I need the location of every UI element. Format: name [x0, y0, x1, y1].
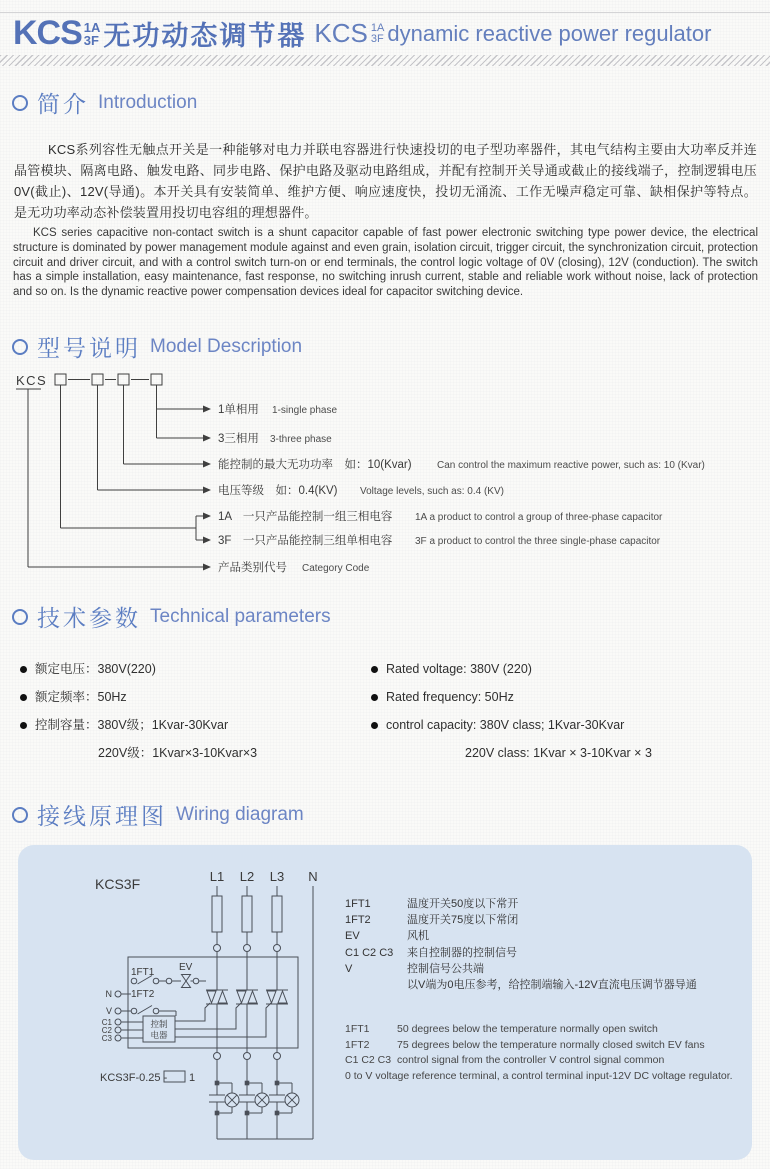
- model-variant-stack: [84, 21, 101, 47]
- terminal-label-n: N: [105, 989, 112, 999]
- section-heading-tech: [12, 600, 331, 633]
- model-code-lines: [16, 374, 203, 567]
- section-title-en: Wiring diagram: [176, 803, 304, 825]
- unit-label: KCS3F: [95, 876, 141, 892]
- section-ring-icon: [12, 95, 28, 111]
- tech-item-text: 控制容量：380V级；1Kvar-30Kvar: [35, 718, 229, 732]
- section-title-zh: 技术参数: [37, 605, 141, 631]
- code-box-4: [151, 374, 162, 385]
- legend-desc: control signal from the controller V control signal common: [397, 1054, 665, 1067]
- branch-label-zh: 电压等级 如：0.4(KV): [218, 485, 338, 497]
- bullet-icon: [371, 666, 378, 673]
- title-zh: 无功动态调节器: [103, 21, 307, 51]
- gate-trigger-lines: [175, 1003, 271, 1037]
- phase-label-l3: L3: [269, 869, 285, 884]
- ev-label: EV: [179, 962, 193, 973]
- footer-code-suffix: 1: [189, 1072, 196, 1084]
- legend-row: [345, 912, 745, 928]
- legend-row: [345, 896, 745, 912]
- code-box-1: [55, 374, 66, 385]
- section-title-zh: 接线原理图: [37, 803, 167, 829]
- legend-term: V: [345, 962, 353, 975]
- legend-term: 1FT2: [345, 1038, 370, 1051]
- section-ring-icon: [12, 339, 28, 355]
- terminal-label-c1: C1: [101, 1018, 112, 1027]
- wiring-panel: [18, 845, 752, 1160]
- code-prefix-label: KCS: [16, 373, 48, 388]
- section-ring-icon: [12, 609, 28, 625]
- section-title-zh: 简介: [37, 91, 89, 117]
- section-title-en: Technical parameters: [150, 605, 331, 627]
- switch-blade: [138, 1006, 153, 1015]
- contact-circle: [166, 978, 172, 984]
- tech-item-text: Rated frequency: 50Hz: [386, 690, 514, 704]
- section-title-en: Introduction: [98, 91, 198, 113]
- bullet-icon: [20, 666, 27, 673]
- ft2-row: [131, 1006, 176, 1017]
- bullet-icon: [371, 722, 378, 729]
- branch-label-en: 1A a product to control a group of three-phase capacitor: [415, 512, 663, 523]
- ft2-label: 1FT2: [131, 989, 155, 1000]
- bullet-icon: [20, 722, 27, 729]
- section-heading-wiring: [12, 798, 304, 831]
- section-heading-model: [12, 330, 302, 363]
- top-rule: [0, 12, 770, 13]
- phase-l2-circuit: [236, 886, 269, 1139]
- branch-label-en: 3-three phase: [270, 434, 332, 445]
- intro-paragraph-zh: KCS系列容性无触点开关是一种能够对电力并联电容器进行快速投切的电子型功率器件，其电气结构主要由大功率反并连晶管模块、隔离电路、触发电路、同步电路、保护电路及驱动电路组成，并配有控制开关导通或截止的接线端子，控制逻辑电压0V(截止)、12V(导通)。本开关具有安装简单、维护方便、响应速度快，投切无涌流、工作无噪声稳定可靠、缺相保护等特点。是无功功率动态补偿装置用投切电容组的理想器件。: [14, 142, 757, 220]
- tech-item-text: 额定电压：380V(220): [35, 662, 156, 676]
- legend-zh: [345, 896, 745, 993]
- terminal-label-v: V: [105, 1006, 112, 1016]
- brand-kcs-en: KCS: [314, 18, 368, 48]
- terminal-circle: [115, 1008, 121, 1014]
- contact-circle: [131, 1008, 137, 1014]
- brand-kcs: KCS: [13, 14, 82, 52]
- phase-label-l1: L1: [209, 869, 225, 884]
- tech-item: [20, 688, 371, 706]
- tech-item: [371, 688, 756, 706]
- phase-l1-circuit: [206, 886, 239, 1139]
- branch-label-en: Category Code: [302, 563, 370, 574]
- bullet-icon: [371, 694, 378, 701]
- branch-label-zh: 3F 一只产品能控制三组单相电容: [218, 535, 393, 547]
- phase-l3-circuit: [266, 886, 299, 1139]
- tech-item: [20, 716, 371, 734]
- legend-desc: 75 degrees below the temperature normally closed switch EV fans: [397, 1038, 705, 1051]
- contact-circle: [193, 978, 199, 984]
- branch-label-zh: 能控制的最大无功功率 如：10(Kvar): [218, 459, 412, 471]
- legend-row: [345, 945, 745, 961]
- legend-row: [345, 928, 745, 944]
- variant-1a-en: 1A: [370, 21, 385, 34]
- wiring-circuit-diagram: [18, 845, 752, 1160]
- terminal-label-c2: C2: [101, 1026, 112, 1035]
- section-heading-introduction: [12, 86, 197, 119]
- legend-row: [345, 1038, 749, 1054]
- hatched-divider: [0, 55, 770, 66]
- tech-item-text: control capacity: 380V class; 1Kvar-30Kvar: [386, 718, 625, 732]
- contact-circle: [131, 978, 137, 984]
- tech-item: [20, 660, 371, 678]
- legend-term: 1FT1: [345, 1023, 370, 1035]
- legend-desc: 温度开关50度以下常开: [407, 898, 519, 910]
- terminal-circle: [115, 1035, 121, 1041]
- legend-row: [345, 1022, 749, 1038]
- intro-paragraph-en: KCS series capacitive non-contact switch is a shunt capacitor capable of fast power electronic switching type power device, the electrical structure is dominated by power management module against and even grain, isolation circuit, trigger circuit, the synchronization circuit, protection circuit and driver circuit, and with a control switch turn-on or end terminals, the control logic voltage of 0V (closing), 12V (conduction). The switch has a simple installation, easy maintenance, fast response, no switching inrush current, stable and reliable work without noise, lack of protection and so on. Is the dynamic reactive power compensation devices ideal for capacitor switching device.: [13, 227, 758, 299]
- contact-circle: [153, 978, 159, 984]
- fan-symbol: [182, 975, 191, 982]
- legend-desc: 控制信号公共端: [407, 962, 484, 975]
- tech-item: [371, 716, 756, 734]
- legend-term: 1FT1: [345, 898, 371, 910]
- control-box-text-1: 控制: [150, 1019, 168, 1029]
- code-box-2: [92, 374, 103, 385]
- branch-label-en: 3F a product to control the three single-phase capacitor: [415, 536, 661, 547]
- branch-label-zh: 1A 一只产品能控制一组三相电容: [218, 511, 393, 523]
- control-box-text-2: 电器: [150, 1030, 168, 1040]
- footer-model-code: KCS3F-0.25 -: [100, 1072, 168, 1084]
- variant-3f-en: 3F: [370, 32, 384, 45]
- tech-parameters: [20, 660, 756, 762]
- model-variant-stack-en: [371, 23, 384, 45]
- legend-desc: 来自控制器的控制信号: [407, 946, 517, 959]
- legend-term: EV: [345, 930, 360, 943]
- legend-desc: 风机: [407, 930, 429, 943]
- legend-row: [345, 1053, 749, 1069]
- legend-row: [345, 961, 745, 977]
- branch-label-zh: 1单相用: [218, 404, 259, 416]
- terminal-circle: [115, 1027, 121, 1033]
- legend-term: C1 C2 C3: [345, 946, 394, 959]
- variant-1a: 1A: [83, 19, 101, 35]
- branch-label-en: 1-single phase: [272, 405, 338, 416]
- legend-note-zh: 以V端为0电压参考，给控制端输入-12V直流电压调节器导通: [407, 979, 697, 992]
- terminal-circle: [115, 991, 121, 997]
- terminal-circle: [115, 1019, 121, 1025]
- tech-item-continued: 220V class: 1Kvar × 3-10Kvar × 3: [465, 746, 652, 760]
- terminal-label-c3: C3: [101, 1034, 112, 1043]
- section-title-zh: 型号说明: [37, 335, 141, 361]
- tech-col-en: [371, 660, 756, 762]
- legend-term: C1 C2 C3: [345, 1054, 392, 1067]
- title-en: dynamic reactive power regulator: [387, 20, 712, 46]
- phase-label-n: N: [308, 869, 318, 884]
- fan-symbol: [182, 981, 191, 988]
- tech-item-text: Rated voltage: 380V (220): [386, 662, 532, 676]
- code-box-3: [118, 374, 129, 385]
- legend-desc: 50 degrees below the temperature normally open switch: [397, 1023, 658, 1035]
- branch-label-en: Can control the maximum reactive power, such as: 10 (Kvar): [437, 460, 705, 471]
- legend-desc: 温度开关75度以下常闭: [407, 914, 519, 927]
- branch-arrowheads: [203, 406, 211, 571]
- bullet-icon: [20, 694, 27, 701]
- page-title: [13, 14, 763, 53]
- ft1-label: 1FT1: [131, 967, 155, 978]
- branch-label-zh: 3三相用: [218, 433, 259, 445]
- tech-item-continued: 220V级：1Kvar×3-10Kvar×3: [98, 746, 258, 760]
- branch-label-en: Voltage levels, such as: 0.4 (KV): [360, 486, 504, 497]
- legend-en: [345, 1022, 749, 1084]
- legend-note-en: 0 to V voltage reference terminal, a control terminal input-12V DC voltage regulator.: [345, 1069, 733, 1082]
- model-code-diagram: [0, 368, 770, 583]
- tech-item-text: 额定频率：50Hz: [35, 690, 127, 704]
- tech-col-zh: [20, 660, 371, 762]
- phase-label-l2: L2: [239, 869, 255, 884]
- branch-label-zh: 产品类别代号: [218, 562, 287, 574]
- variant-3f: 3F: [83, 32, 99, 48]
- section-ring-icon: [12, 807, 28, 823]
- tech-item: [371, 660, 756, 678]
- legend-term: 1FT2: [345, 914, 371, 927]
- contact-circle: [153, 1008, 159, 1014]
- section-title-en: Model Description: [150, 335, 303, 357]
